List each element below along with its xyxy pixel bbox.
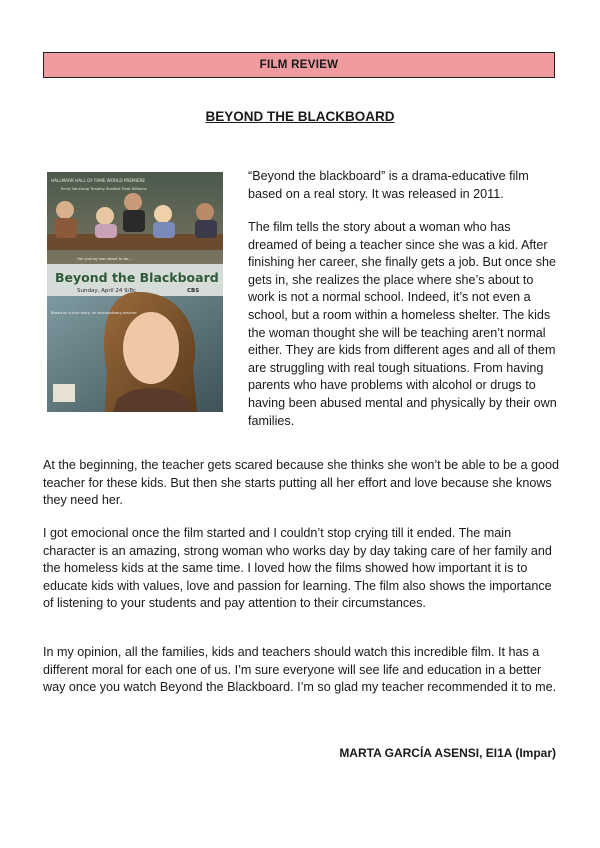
poster-network: CBS [187, 288, 200, 294]
paragraph-opinion: I got emocional once the film started and I couldn’t stop crying till it ended. The main character is an amazing, strong woman who works day by day taking care of her family and the homeless kids at the same time. I loved how the films showed how important it is to educate kids with values, love and passion for learning. The film also shows the importance of listening to your students and pay attention to their circumstances. [43, 526, 552, 611]
poster-tagline: Her journey was about to be... [77, 257, 132, 261]
poster-airdate: Sunday, April 24 9/8c [77, 288, 137, 294]
author-signature: MARTA GARCÍA ASENSI, EI1A (Impar) [339, 746, 556, 760]
section-header-label: FILM REVIEW [259, 59, 339, 71]
paragraph-intro: “Beyond the blackboard” is a drama-educative film based on a real story. It was released in 2011. [248, 169, 529, 201]
poster-title: Beyond the Blackboard [55, 270, 219, 285]
poster-cast-credit: Emily VanCamp Timothy Busfield Treat Williams [61, 187, 147, 191]
movie-poster [47, 172, 223, 412]
paragraph-conclusion: In my opinion, all the families, kids and teachers should watch this incredible film. It has a different moral for each one of us. I’m sure everyone will see life and education in a better way once you watch Beyond the Blackboard. I’m so glad my teacher recommended it to me. [43, 645, 557, 695]
page-title: BEYOND THE BLACKBOARD [205, 109, 395, 124]
poster-side-quote: Based on a true story. An extraordinary teacher. [51, 311, 138, 315]
poster-top-credit: HALLMARK HALL OF FAME WORLD PREMIERE [51, 178, 146, 183]
section-header [43, 52, 555, 78]
paragraph-plot: The film tells the story about a woman who has dreamed of being a teacher since she was a kid. After finishing her career, she finally gets a job. But once she gets in, she realizes the place where she’s about to work is not a normal school. Indeed, it’s not even a school, but a room within a homeless shelter. The kids the woman thought she will be teaching aren’t normal either. They are kids from different ages and all of them are struggling with real tough situations. From having parents who have problems with alcohol or drugs to having been abused mental and physically by their own families. [248, 220, 557, 428]
paragraph-beginning: At the beginning, the teacher gets scared because she thinks she won’t be able to be a good teacher for these kids. But then she starts putting all her effort and love because she knows they need her. [43, 458, 559, 508]
